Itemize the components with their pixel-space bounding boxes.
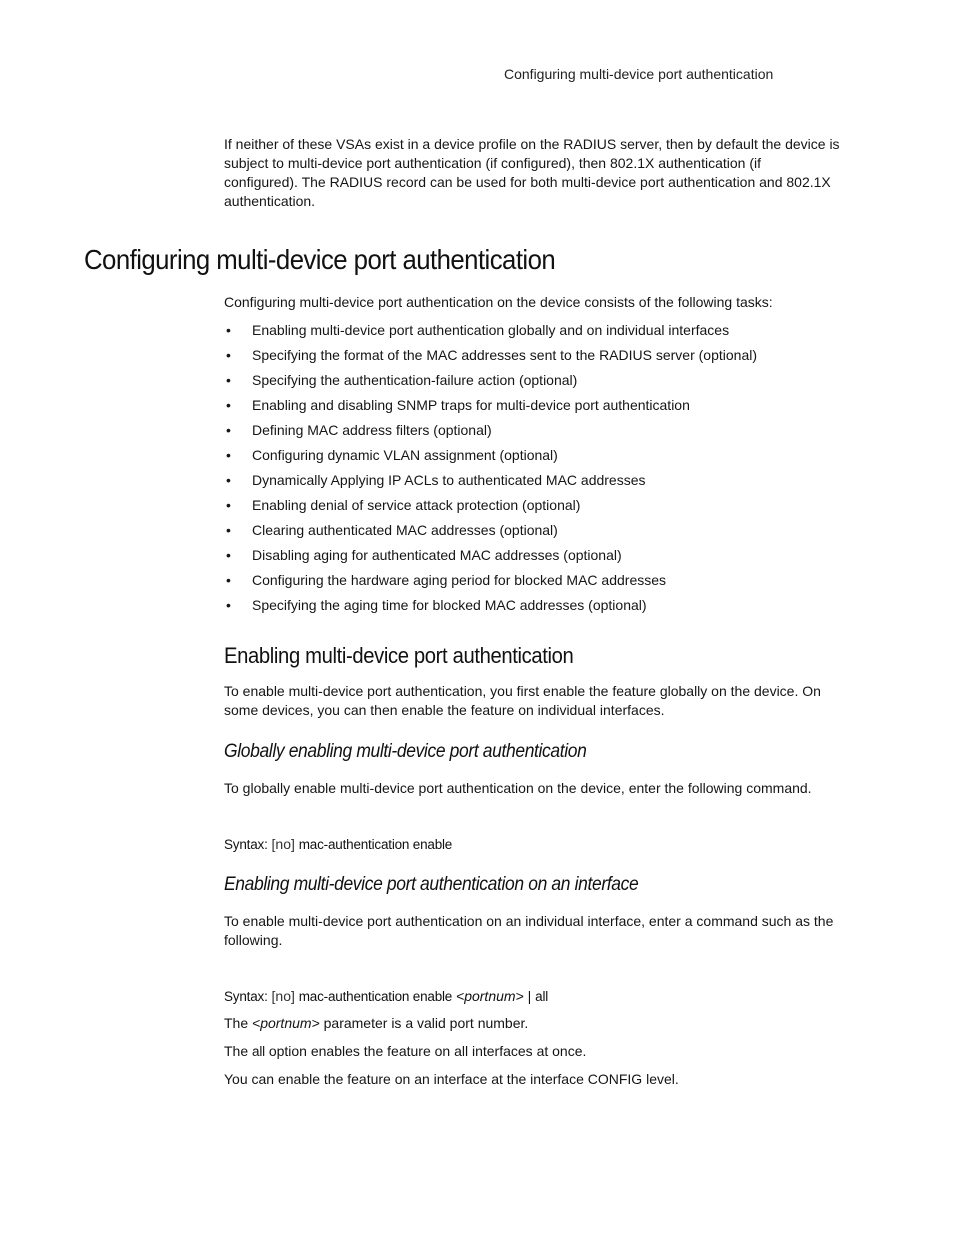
section-title: Configuring multi-device port authentication: [84, 244, 556, 275]
bullet-icon: •: [226, 547, 231, 563]
syntax-option: [no]: [271, 836, 295, 852]
subsection-title-interface: Enabling multi-device port authentication on an interface: [224, 874, 639, 895]
running-header: Configuring multi-device port authentication: [504, 66, 774, 82]
syntax-command: mac-authentication enable: [298, 989, 453, 1004]
intro-paragraph: [224, 135, 872, 211]
subsection-title-global: Globally enabling multi-device port authentication: [224, 741, 587, 762]
syntax-separator: |: [527, 988, 532, 1004]
enabling-paragraph: To enable multi-device port authentication, you first enable the feature globally on the device. On some devices, you can then enable the feature on individual interfaces.: [224, 683, 821, 718]
syntax-interface: [224, 987, 548, 1006]
bullet-icon: •: [226, 372, 231, 388]
bullet-icon: •: [226, 322, 231, 338]
bullet-icon: •: [226, 397, 231, 413]
param-description: The <portnum> parameter is a valid port number.: [224, 1015, 529, 1031]
bullet-icon: •: [226, 422, 231, 438]
syntax-label: Syntax:: [224, 989, 268, 1004]
syntax-global: [224, 835, 452, 854]
intro-line: subject to multi-device port authentication (if configured), then 802.1X authentication (if: [224, 155, 761, 171]
syntax-keyword-all: all: [535, 989, 549, 1004]
syntax-command: mac-authentication enable: [298, 837, 453, 852]
bullet-icon: •: [226, 522, 231, 538]
interface-paragraph: To enable multi-device port authentication on an individual interface, enter a command such as the following.: [224, 913, 834, 948]
section-lead: Configuring multi-device port authentication on the device consists of the following tasks:: [224, 294, 773, 310]
intro-line: authentication.: [224, 193, 316, 209]
all-option-description: The all option enables the feature on all interfaces at once.: [224, 1043, 587, 1059]
bullet-icon: •: [226, 347, 231, 363]
syntax-label: Syntax:: [224, 837, 268, 852]
bullet-icon: •: [226, 497, 231, 513]
bullet-icon: •: [226, 597, 231, 613]
bullet-icon: •: [226, 472, 231, 488]
syntax-argument: <portnum>: [456, 988, 524, 1004]
bullet-icon: •: [226, 572, 231, 588]
bullet-icon: •: [226, 447, 231, 463]
subsection-title-enabling: Enabling multi-device port authentication: [224, 643, 574, 668]
global-paragraph: To globally enable multi-device port authentication on the device, enter the following command.: [224, 780, 812, 796]
interface-note: You can enable the feature on an interface at the interface CONFIG level.: [224, 1071, 679, 1087]
intro-line: If neither of these VSAs exist in a device profile on the RADIUS server, then by default the device is: [224, 136, 840, 152]
intro-line: configured). The RADIUS record can be used for both multi-device port authentication and 802.1X: [224, 174, 831, 190]
syntax-option: [no]: [271, 988, 295, 1004]
